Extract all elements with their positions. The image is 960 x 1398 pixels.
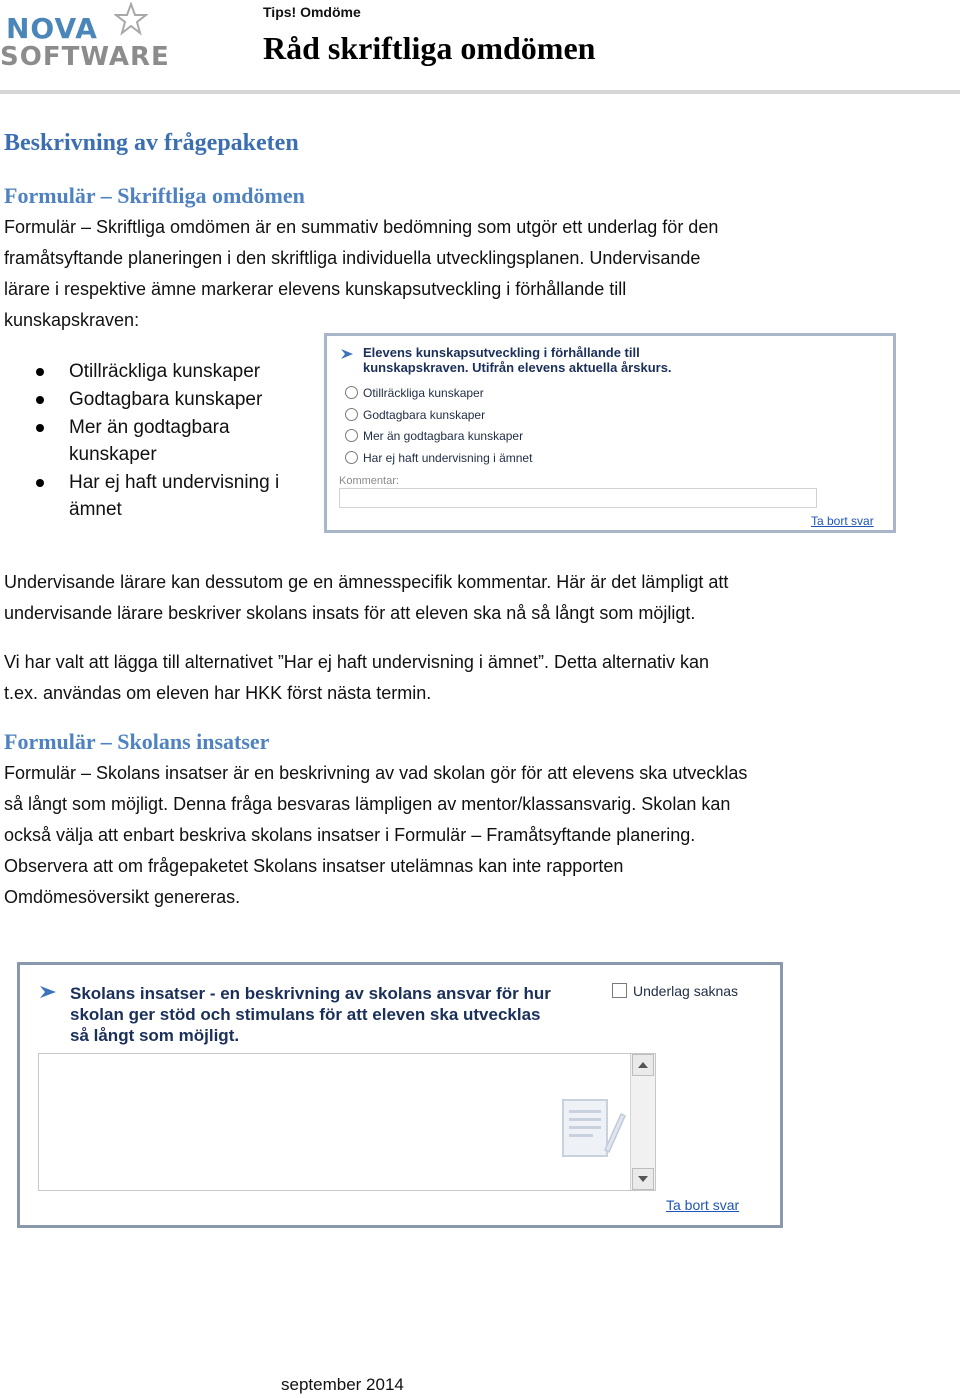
paragraph-alternativ bbox=[4, 647, 844, 709]
checkbox-underlag-saknas[interactable] bbox=[612, 983, 738, 999]
scrollbar[interactable] bbox=[630, 1054, 655, 1190]
text-line: framåtsyftande planeringen i den skriftliga individuella utvecklingsplanen. Undervisande bbox=[4, 248, 701, 268]
list-item: Har ej haft undervisning i ämnet bbox=[30, 469, 310, 523]
form-screenshot-kunskapsutveckling bbox=[324, 333, 896, 533]
radio-button[interactable] bbox=[345, 451, 358, 464]
checkbox[interactable] bbox=[612, 983, 627, 998]
radio-option-ej-undervisning[interactable] bbox=[345, 451, 532, 465]
comment-label: Kommentar: bbox=[339, 475, 399, 487]
text-line: Undervisande lärare kan dessutom ge en ämnesspecifik kommentar. Här är det lämpligt att bbox=[4, 572, 729, 592]
radio-label: Otillräckliga kunskaper bbox=[363, 386, 484, 400]
radio-option-otillrackliga[interactable] bbox=[345, 386, 484, 400]
logo-text-nova: NOVA bbox=[6, 12, 98, 45]
page-title: Råd skriftliga omdömen bbox=[263, 30, 596, 66]
text-line: lärare i respektive ämne markerar elevens kunskapsutveckling i förhållande till bbox=[4, 279, 627, 299]
form-question bbox=[363, 345, 883, 375]
paragraph-kommentar bbox=[4, 567, 844, 629]
header-tips-label: Tips! Omdöme bbox=[263, 4, 361, 20]
chevron-right-icon bbox=[40, 985, 64, 999]
text-line: Vi har valt att lägga till alternativet ”Har ej haft undervisning i ämnet”. Detta alternativ kan bbox=[4, 652, 710, 672]
text-line: Formulär – Skriftliga omdömen är en summativ bedömning som utgör ett underlag för den bbox=[4, 217, 719, 237]
text-line: t.ex. användas om eleven har HKK först nästa termin. bbox=[4, 683, 432, 703]
triangle-down-icon bbox=[633, 1169, 653, 1189]
text-line: Omdömesöversikt genereras. bbox=[4, 887, 241, 907]
radio-button[interactable] bbox=[345, 386, 358, 399]
radio-label: Har ej haft undervisning i ämnet bbox=[363, 451, 533, 465]
radio-option-godtagbara[interactable] bbox=[345, 408, 485, 422]
text-line: också välja att enbart beskriva skolans insatser i Formulär – Framåtsyftande planering. bbox=[4, 825, 696, 845]
list-item: Mer än godtagbara kunskaper bbox=[30, 414, 310, 468]
text-line: Formulär – Skolans insatser är en beskrivning av vad skolan gör för att elevens ska utvecklas bbox=[4, 763, 748, 783]
heading-skolans-insatser: Formulär – Skolans insatser bbox=[4, 729, 270, 754]
chevron-right-icon bbox=[341, 348, 359, 360]
radio-label: Mer än godtagbara kunskaper bbox=[363, 429, 524, 443]
comment-input[interactable] bbox=[339, 488, 817, 508]
scroll-up-button[interactable] bbox=[632, 1054, 654, 1076]
form-question-line: Skolans insatser - en beskrivning av skolans ansvar för hur bbox=[70, 984, 551, 1003]
checkbox-label: Underlag saknas bbox=[633, 983, 739, 999]
paragraph-skolans-insatser bbox=[4, 758, 844, 913]
page-footer-date: september 2014 bbox=[281, 1375, 404, 1394]
list-item: Otillräckliga kunskaper bbox=[30, 358, 310, 385]
radio-option-mer-an-godtagbara[interactable] bbox=[345, 429, 523, 443]
text-line: kunskapskraven: bbox=[4, 310, 140, 330]
nova-software-logo bbox=[0, 0, 170, 75]
document-pen-icon bbox=[557, 1096, 629, 1162]
radio-button[interactable] bbox=[345, 408, 358, 421]
radio-label: Godtagbara kunskaper bbox=[363, 408, 486, 422]
scroll-down-button[interactable] bbox=[632, 1168, 654, 1190]
radio-button[interactable] bbox=[345, 429, 358, 442]
form-question-line: Elevens kunskapsutveckling i förhållande till bbox=[363, 345, 640, 360]
form-screenshot-skolans-insatser bbox=[17, 962, 783, 1228]
paragraph-skriftliga-omdomen bbox=[4, 212, 844, 336]
section-heading: Beskrivning av frågepaketen bbox=[4, 130, 299, 156]
text-line: undervisande lärare beskriver skolans insats för att eleven ska nå så långt som möjligt. bbox=[4, 603, 696, 623]
logo-text-software: SOFTWARE bbox=[0, 42, 170, 72]
remove-answer-link[interactable]: Ta bort svar bbox=[811, 514, 874, 528]
form-question-line: kunskapskraven. Utifrån elevens aktuella årskurs. bbox=[363, 360, 672, 375]
text-line: Observera att om frågepaketet Skolans insatser utelämnas kan inte rapporten bbox=[4, 856, 624, 876]
text-line: så långt som möjligt. Denna fråga besvaras lämpligen av mentor/klassansvarig. Skolan kan bbox=[4, 794, 731, 814]
header-divider bbox=[0, 90, 960, 94]
star-icon bbox=[114, 2, 148, 36]
form-question-line: skolan ger stöd och stimulans för att eleven ska utvecklas bbox=[70, 1005, 541, 1024]
heading-skriftliga-omdomen: Formulär – Skriftliga omdömen bbox=[4, 183, 305, 208]
bullet-list-levels bbox=[30, 358, 310, 524]
list-item: Godtagbara kunskaper bbox=[30, 386, 310, 413]
form-question bbox=[70, 983, 610, 1046]
triangle-up-icon bbox=[633, 1055, 653, 1075]
remove-answer-link[interactable]: Ta bort svar bbox=[666, 1197, 740, 1213]
form-question-line: så långt som möjligt. bbox=[70, 1026, 240, 1045]
answer-textarea[interactable] bbox=[38, 1053, 656, 1191]
